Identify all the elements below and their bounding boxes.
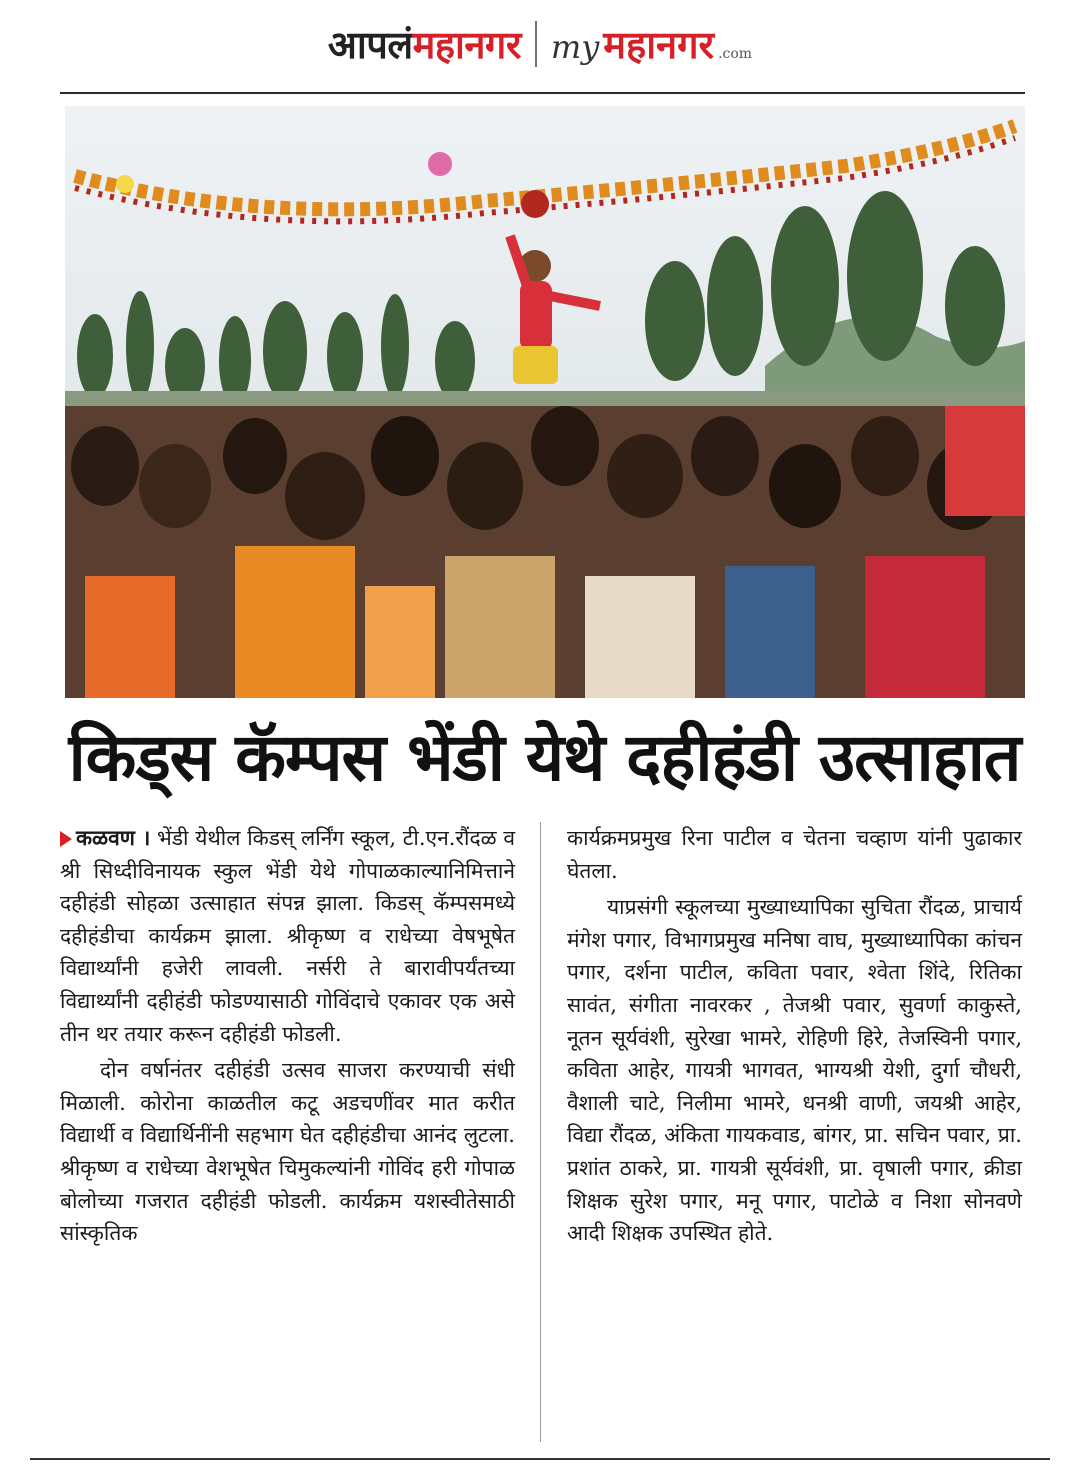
- masthead-logo-print: [328, 18, 521, 70]
- masthead: [0, 0, 1080, 88]
- paragraph-1-text: भेंडी येथील किडस् लर्निंग स्कूल, टी.एन.रौंदळ व श्री सिध्दीविनायक स्कुल भेंडी येथे गोपाळकाल्यानिमित्ताने दहीहंडी सोहळा उत्साहात संपन्न झाला. किडस् कॅम्पसमध्ये दहीहंडीचा कार्यक्रम झाला. श्रीकृष्ण व राधेच्या वेषभूषेत विद्यार्थ्यांनी हजेरी लावली. नर्सरी ते बारावीपर्यंतच्या विद्यार्थ्यांनी दहीहंडी फोडण्यासाठी गोविंदाचे एकावर एक असे तीन थर तयार करून दहीहंडी फोडली.: [60, 826, 515, 1046]
- event-photo: [65, 106, 1025, 698]
- masthead-separator: [535, 21, 537, 67]
- masthead-left-part2: महानगर: [412, 22, 521, 67]
- column-divider: [540, 822, 541, 1442]
- masthead-left-part1: आपलं: [327, 22, 413, 67]
- paragraph-4: याप्रसंगी स्कूलच्या मुख्याध्यापिका सुचिता रौंदळ, प्राचार्य मंगेश पगार, विभागप्रमुख मनिषा वाघ, मुख्याध्यापिका कांचन पगार, दर्शना पाटील, कविता पवार, श्वेता शिंदे, रितिका सावंत, संगीता नावरकर , तेजश्री पवार, सुवर्णा काकुस्ते, नूतन सूर्यवंशी, सुरेखा भामरे, रोहिणी हिरे, तेजस्विनी पगार, कविता आहेर, गायत्री भागवत, भाग्यश्री येशी, दुर्गा चौधरी, वैशाली चाटे, निलीमा भामरे, धनश्री वाणी, जयश्री आहेर, विद्या रौंदळ, अंकिता गायकवाड, बांगर, प्रा. सचिन पवार, प्रा. प्रशांत ठाकरे, प्रा. गायत्री सूर्यवंशी, प्रा. वृषाली पगार, क्रीडा शिक्षक सुरेश पगार, मनू पगार, पाटोळे व निशा सोनवणे आदी शिक्षक उपस्थित होते.: [567, 895, 1022, 1246]
- article-headline: किड्स कॅम्पस भेंडी येथे दहीहंडी उत्साहात: [68, 719, 1021, 796]
- paragraph-3: कार्यक्रमप्रमुख रिना पाटील व चेतना चव्हाण यांनी पुढाकार घेतला.: [567, 826, 1022, 883]
- bottom-rule: [30, 1458, 1050, 1460]
- masthead-logo-web: [551, 18, 752, 70]
- article-column-left: [60, 822, 515, 1250]
- masthead-right-name: महानगर: [603, 22, 715, 67]
- paragraph-2: दोन वर्षानंतर दहीहंडी उत्सव साजरा करण्याची संधी मिळाली. कोरोना काळतील कटू अडचणींवर मात करीत विद्यार्थी व विद्यार्थिनींनी सहभाग घेत दहीहंडीचा आनंद लुटला. श्रीकृष्ण व राधेच्या वेशभूषेत चिमुकल्यांनी गोविंद हरी गोपाळ बोलोच्या गजरात दहीहंडी फोडली. कार्यक्रम यशस्वीतेसाठी सांस्कृतिक: [60, 1058, 515, 1246]
- top-rule: [60, 92, 1025, 94]
- dateline: कळवण ।: [60, 825, 150, 850]
- article-column-right: [567, 822, 1022, 1250]
- masthead-suffix: .com: [718, 46, 753, 62]
- paragraph-1: [60, 822, 515, 1050]
- masthead-my: my: [550, 28, 600, 66]
